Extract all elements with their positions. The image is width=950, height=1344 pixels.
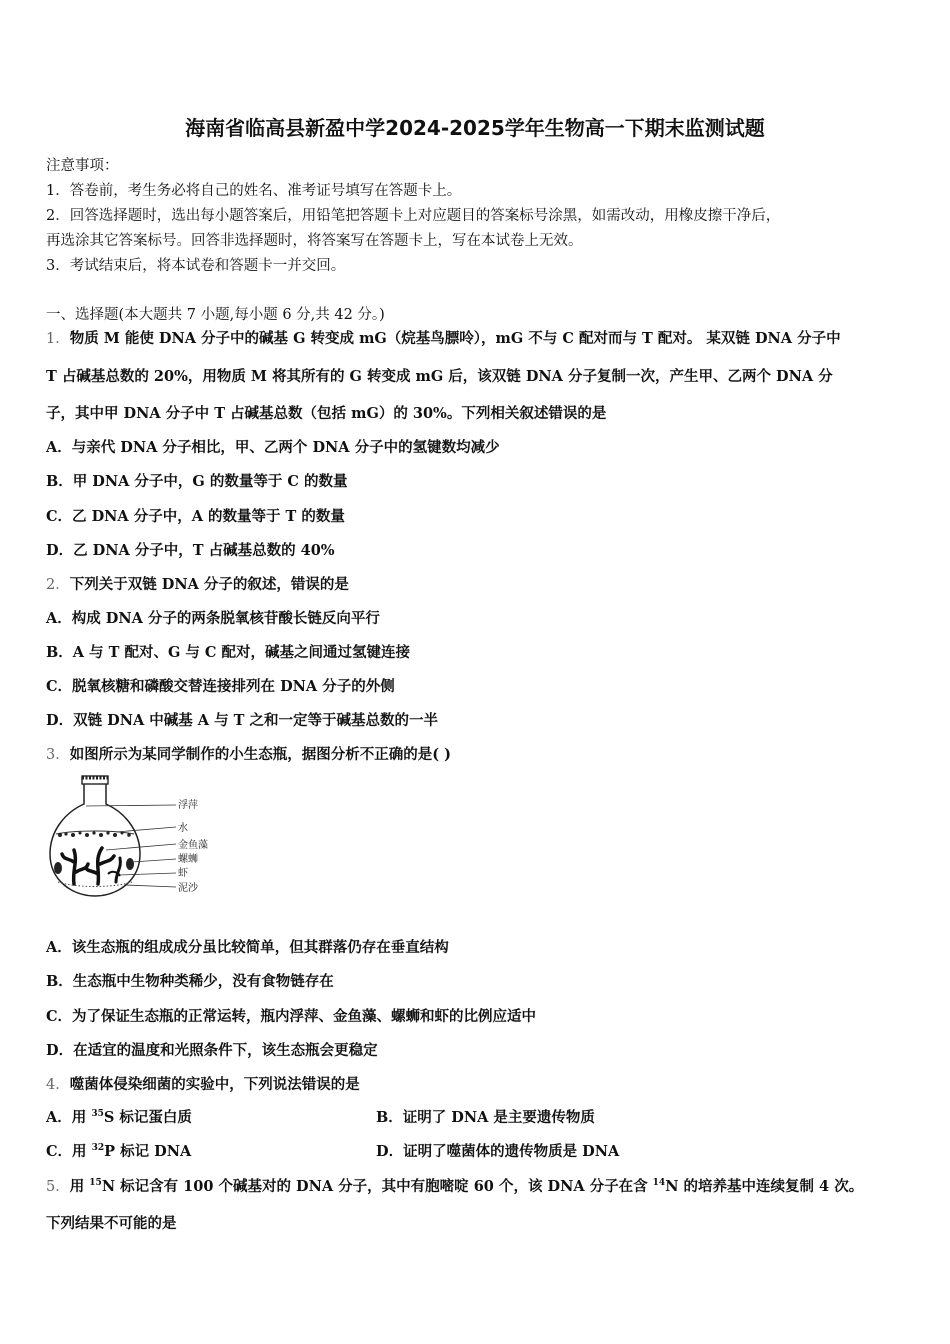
question-2-option-c: C．脱氧核糖和磷酸交替连接排列在 DNA 分子的外侧 — [46, 678, 395, 695]
notice-item-1: 1．答卷前，考生务必将自己的姓名、准考证号填写在答题卡上。 — [46, 183, 462, 199]
section-heading: 一、选择题(本大题共 7 小题,每小题 6 分,共 42 分。) — [46, 307, 385, 323]
notice-item-3: 3．考试结束后，将本试卷和答题卡一并交回。 — [46, 258, 346, 274]
question-2-text: 下列关于双链 DNA 分子的叙述，错误的是 — [69, 576, 349, 593]
question-3-option-a: A．该生态瓶的组成成分虽比较简单，但其群落仍存在垂直结构 — [46, 939, 449, 956]
question-3-text: 如图所示为某同学制作的小生态瓶，据图分析不正确的是( ) — [69, 746, 452, 763]
question-1-line-3: 子，其中甲 DNA 分子中 T 占碱基总数（包括 mG）的 30%。下列相关叙述错误的是 — [46, 405, 607, 422]
question-5-stem: 5．用 $^{15}$N 标记含有 100 个碱基对的 DNA 分子，其中有胞嘧啶 60 个，该 DNA 分子在含 $^{14}$N 的培养基中连续复制 4 次。 — [46, 1178, 864, 1195]
question-3-option-d: D．在适宜的温度和光照条件下，该生态瓶会更稳定 — [46, 1042, 378, 1059]
figure-label-snail: 螺蛳 — [178, 854, 198, 865]
question-3-number: 3． — [46, 747, 70, 763]
question-1-option-c: C．乙 DNA 分子中，A 的数量等于 T 的数量 — [46, 508, 345, 525]
question-4-option-a: A．用 $^{35}$S 标记蛋白质 — [46, 1109, 192, 1126]
question-2-option-b: B．A 与 T 配对、G 与 C 配对，碱基之间通过氢键连接 — [46, 644, 411, 661]
question-2-option-a: A．构成 DNA 分子的两条脱氧核苷酸长链反向平行 — [46, 610, 380, 627]
question-5-line-2: 下列结果不可能的是 — [46, 1215, 177, 1232]
question-4-row-2 — [46, 1140, 910, 1161]
question-4-number: 4． — [46, 1077, 70, 1093]
figure-label-shrimp: 虾 — [178, 868, 188, 879]
question-2-option-d: D．双链 DNA 中碱基 A 与 T 之和一定等于碱基总数的一半 — [46, 712, 438, 729]
question-2-stem — [46, 573, 910, 594]
question-2-number: 2． — [46, 577, 70, 593]
page-title: 海南省临高县新盈中学2024-2025学年生物高一下期末监测试题 — [185, 116, 765, 140]
question-3-option-b: B．生态瓶中生物种类稀少，没有食物链存在 — [46, 973, 334, 990]
question-4-option-d: D．证明了噬菌体的遗传物质是 DNA — [376, 1143, 620, 1160]
question-4-option-b: B．证明了 DNA 是主要遗传物质 — [376, 1109, 595, 1126]
question-1-line-1: 物质 M 能使 DNA 分子中的碱基 G 转变成 mG（烷基鸟膘呤），mG 不与 C 配对而与 T 配对。 某双链 DNA 分子中 — [69, 330, 841, 347]
figure-label-duckweed: 浮萍 — [178, 800, 198, 811]
question-1-option-b: B．甲 DNA 分子中，G 的数量等于 C 的数量 — [46, 473, 348, 490]
figure-label-waterweed: 金鱼藻 — [178, 840, 208, 851]
figure-label-water: 水 — [178, 823, 188, 834]
question-3-option-c: C．为了保证生态瓶的正常运转，瓶内浮萍、金鱼藻、螺蛳和虾的比例应适中 — [46, 1008, 537, 1025]
question-1-option-d: D．乙 DNA 分子中，T 占碱基总数的 40% — [46, 542, 335, 559]
ecological-bottle-figure — [46, 772, 236, 900]
notice-heading: 注意事项： — [46, 158, 119, 174]
question-1-option-a: A．与亲代 DNA 分子相比，甲、乙两个 DNA 分子中的氢键数均减少 — [46, 439, 500, 456]
question-4-option-c: C．用 $^{32}$P 标记 DNA — [46, 1143, 192, 1160]
question-3-stem — [46, 743, 910, 764]
question-1-number: 1． — [46, 331, 70, 347]
notice-item-2: 2．回答选择题时，选出每小题答案后，用铅笔把答题卡上对应题目的答案标号涂黑，如需改动，用橡皮擦干净后， — [46, 208, 781, 224]
notice-item-2-cont: 再选涂其它答案标号。回答非选择题时，将答案写在答题卡上，写在本试卷上无效。 — [46, 233, 583, 249]
figure-label-sand: 泥沙 — [178, 883, 198, 894]
question-4-text: 噬菌体侵染细菌的实验中，下列说法错误的是 — [69, 1076, 360, 1093]
question-1-stem — [46, 327, 910, 348]
question-4-row-1 — [46, 1106, 910, 1127]
question-4-stem — [46, 1073, 910, 1094]
question-1-line-2: T 占碱基总数的 20%，用物质 M 将其所有的 G 转变成 mG 后，该双链 DNA 分子复制一次，产生甲、乙两个 DNA 分 — [46, 368, 833, 385]
question-5-number: 5． — [46, 1179, 70, 1195]
